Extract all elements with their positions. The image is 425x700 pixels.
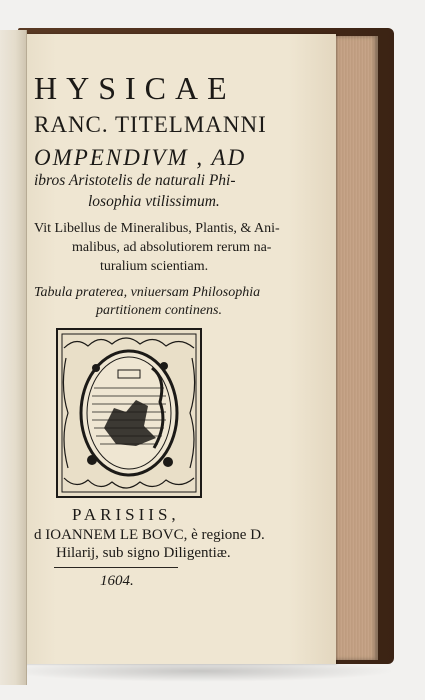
place-of-printing: PARISIIS, bbox=[72, 505, 180, 524]
libellus-line-1: Vit Libellus de Mineralibus, Plantis, & Ani- bbox=[34, 221, 280, 236]
publication-year: 1604. bbox=[100, 573, 134, 589]
libros-line-1: ibros Aristotelis de naturali Phi- bbox=[34, 172, 236, 189]
tabula-line-2: partitionem continens. bbox=[96, 303, 222, 318]
divider-rule bbox=[54, 567, 178, 568]
libros-line-2: losophia vtilissimum. bbox=[88, 193, 220, 210]
author-line: RANC. TITELMANNI bbox=[34, 112, 267, 137]
printers-device-emblem-icon bbox=[56, 328, 202, 498]
fore-edge-pages bbox=[334, 36, 378, 660]
libellus-line-3: turalium scientiam. bbox=[100, 259, 209, 274]
tabula-line-1: Tabula praterea, vniuersam Philosophia bbox=[34, 285, 261, 300]
publisher-line-2: Hilarij, sub signo Diligentiæ. bbox=[56, 545, 231, 561]
libellus-line-2: malibus, ad absolutiorem rerum na- bbox=[72, 240, 272, 255]
compendium-line: OMPENDIVM , AD bbox=[34, 145, 247, 170]
book-title: HYSICAE bbox=[34, 70, 236, 106]
publisher-line-1: d IOANNEM LE BOVC, è regione D. bbox=[34, 527, 265, 543]
left-page-edge bbox=[0, 30, 27, 685]
